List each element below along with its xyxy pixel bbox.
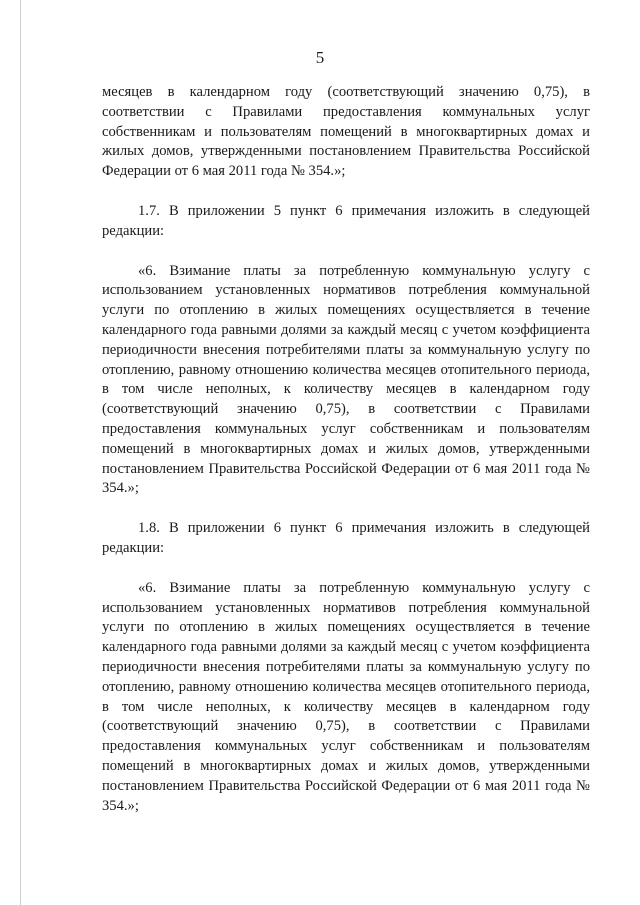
document-body bbox=[102, 83, 590, 816]
paragraph-item-1-8: 1.8. В приложении 6 пункт 6 примечания изложить в следующей редакции: bbox=[102, 520, 590, 556]
paragraph-quote-appendix-6: «6. Взимание платы за потребленную коммунальную услугу с использованием установленных нормативов потребления коммунальной услуги по отоплению в жилых помещениях осуществляется в течение календарного года равными долями за каждый месяц с учетом коэффициента периодичности внесения потребителями платы за коммунальную услугу по отоплению, равному отношению количества месяцев отопительного периода, в том числе неполных, к количеству месяцев в календарном году (соответствующий значению 0,75), в соответствии с Правилами предоставления коммунальных услуг собственникам и пользователям помещений в многоквартирных домах и жилых домов, утвержденными постановлением Правительства Российской Федерации от 6 мая 2011 года № 354.»; bbox=[102, 579, 590, 814]
paragraph-quote-appendix-5: «6. Взимание платы за потребленную коммунальную услугу с использованием установленных нормативов потребления коммунальной услуги по отоплению в жилых помещениях осуществляется в течение календарного года равными долями за каждый месяц с учетом коэффициента периодичности внесения потребителями платы за коммунальную услугу по отоплению, равному отношению количества месяцев отопительного периода, в том числе неполных, к количеству месяцев в календарном году (соответствующий значению 0,75), в соответствии с Правилами предоставления коммунальных услуг собственникам и пользователям помещений в многоквартирных домах и жилых домов, утвержденными постановлением Правительства Российской Федерации от 6 мая 2011 года № 354.»; bbox=[102, 262, 590, 497]
binding-margin-line bbox=[20, 0, 21, 905]
page-number: 5 bbox=[315, 48, 325, 67]
paragraph-continuation: месяцев в календарном году (соответствующий значению 0,75), в соответствии с Правилами предоставления коммунальных услуг собственникам и пользователям помещений в многоквартирных домах и жилых домов, утвержденными постановлением Правительства Российской Федерации от 6 мая 2011 года № 354.»; bbox=[102, 84, 590, 180]
paragraph-item-1-7: 1.7. В приложении 5 пункт 6 примечания изложить в следующей редакции: bbox=[102, 202, 590, 239]
